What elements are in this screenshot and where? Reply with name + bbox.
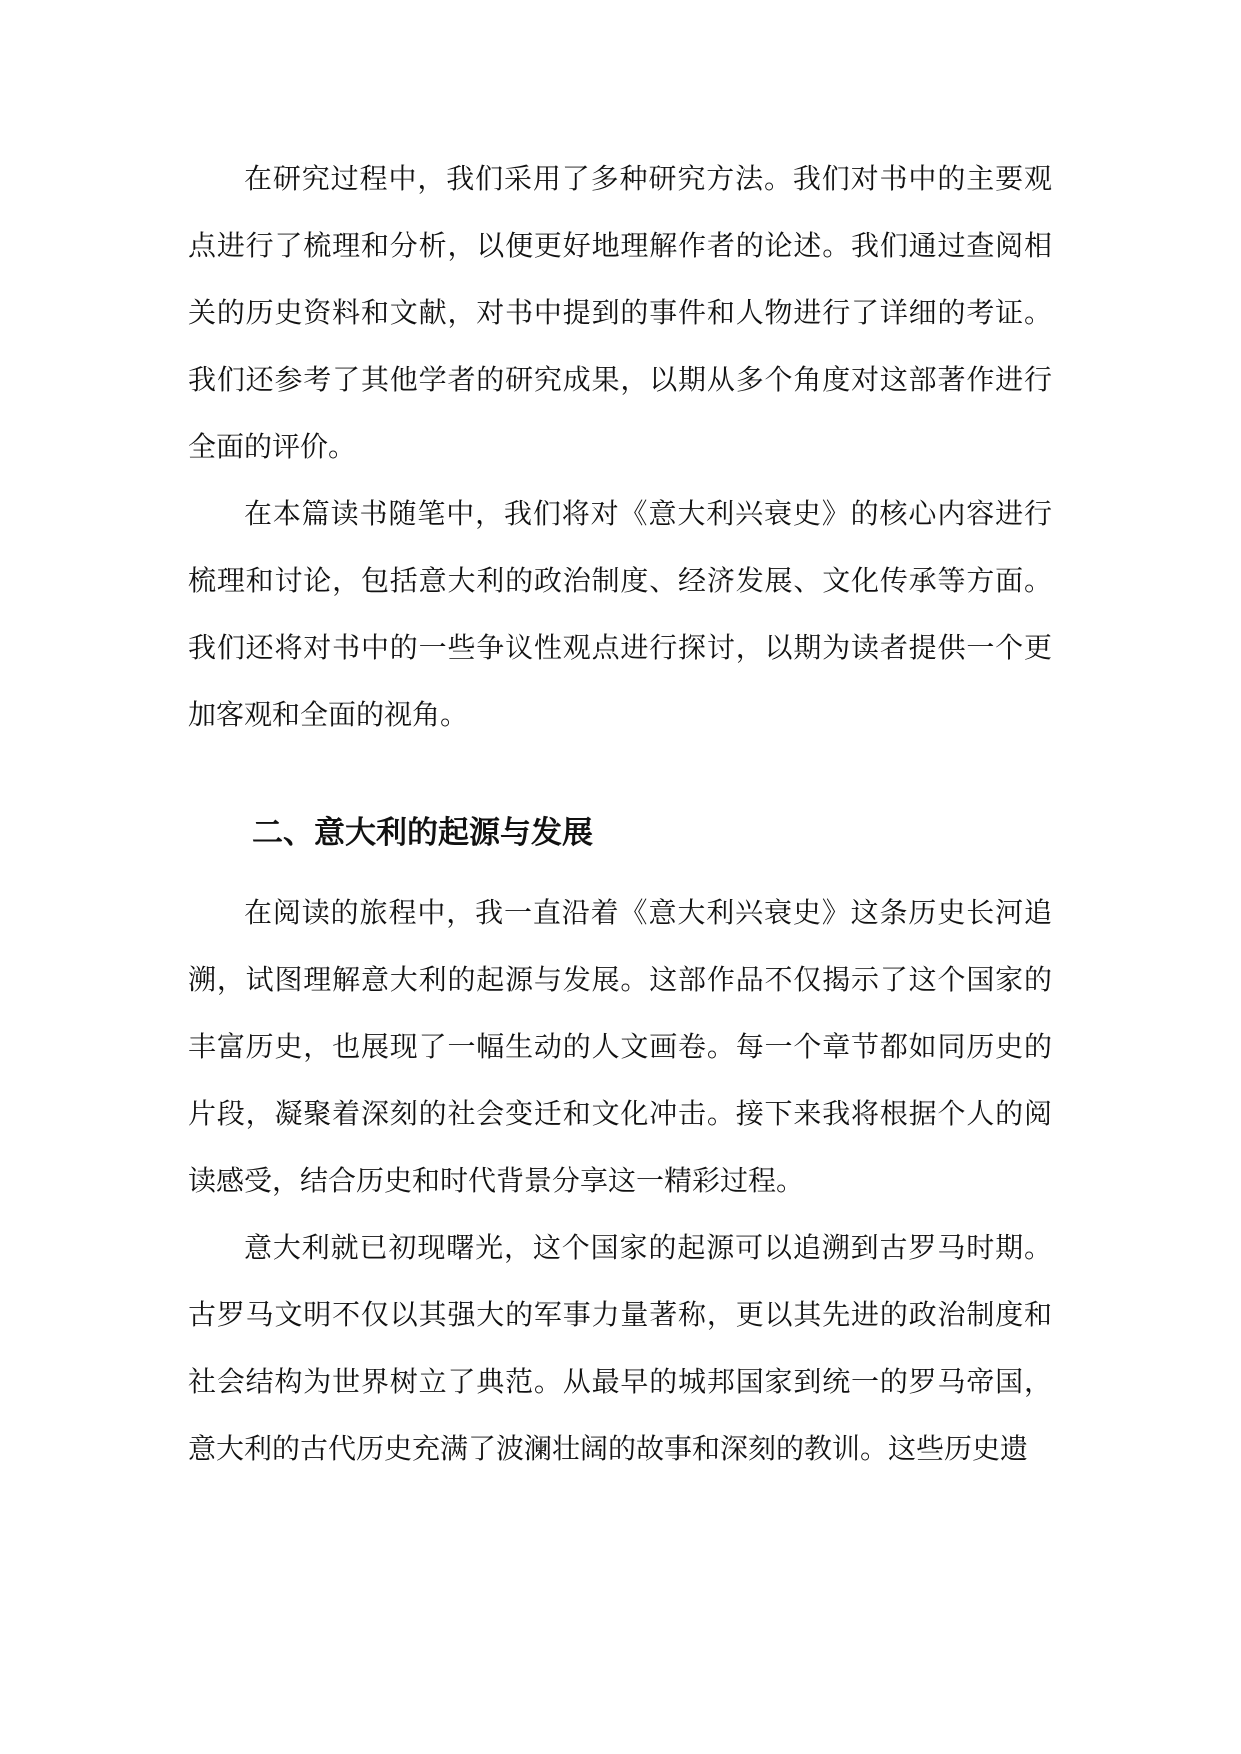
- body-paragraph: 意大利就已初现曙光，这个国家的起源可以追溯到古罗马时期。古罗马文明不仅以其强大的军事力量著称，更以其先进的政治制度和社会结构为世界树立了典范。从最早的城邦国家到统一的罗马帝国，意大利的古代历史充满了波澜壮阔的故事和深刻的教训。这些历史遗: [188, 1231, 1052, 1465]
- section-heading: 二、意大利的起源与发展: [252, 815, 593, 851]
- body-paragraph: 在研究过程中，我们采用了多种研究方法。我们对书中的主要观点进行了梳理和分析，以便更好地理解作者的论述。我们通过查阅相关的历史资料和文献，对书中提到的事件和人物进行了详细的考证。我们还参考了其他学者的研究成果，以期从多个角度对这部著作进行全面的评价。: [188, 162, 1052, 463]
- body-paragraph: 在阅读的旅程中，我一直沿着《意大利兴衰史》这条历史长河追溯，试图理解意大利的起源与发展。这部作品不仅揭示了这个国家的丰富历史，也展现了一幅生动的人文画卷。每一个章节都如同历史的片段，凝聚着深刻的社会变迁和文化冲击。接下来我将根据个人的阅读感受，结合历史和时代背景分享这一精彩过程。: [188, 896, 1052, 1197]
- document-body: [188, 145, 1052, 1482]
- body-paragraph: 在本篇读书随笔中，我们将对《意大利兴衰史》的核心内容进行梳理和讨论，包括意大利的政治制度、经济发展、文化传承等方面。我们还将对书中的一些争议性观点进行探讨，以期为读者提供一个更加客观和全面的视角。: [188, 497, 1052, 731]
